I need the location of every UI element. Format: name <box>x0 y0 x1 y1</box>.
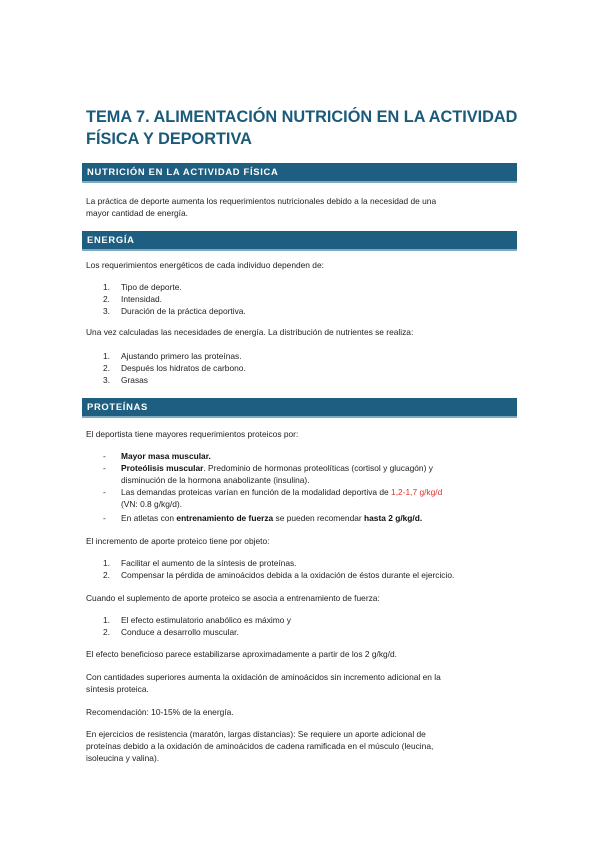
title-line-1: TEMA 7. ALIMENTACIÓN NUTRICIÓN EN LA ACTIVIDAD <box>86 108 518 126</box>
recommendation-paragraph: Recomendación: 10-15% de la energía. <box>86 707 234 717</box>
stabilize-paragraph: El efecto beneficioso parece estabilizarse aproximadamente a partir de los 2 g/kg/d. <box>86 649 397 659</box>
list-marker: 1. <box>103 351 110 361</box>
bullet-text <box>121 512 519 524</box>
list-marker: 2. <box>103 570 110 580</box>
list-text: Facilitar el aumento de la síntesis de proteínas. <box>121 558 297 568</box>
nutricion-paragraph-line: mayor cantidad de energía. <box>86 208 188 218</box>
list-marker: 3. <box>103 375 110 385</box>
nutricion-paragraph-line: La práctica de deporte aumenta los requerimientos nutricionales debido a la necesidad de una <box>86 196 437 206</box>
paragraph-line: Con cantidades superiores aumenta la oxidación de aminoácidos sin incremento adicional en la <box>86 672 441 682</box>
bullet-text <box>121 450 519 462</box>
superior-paragraph <box>86 671 518 695</box>
list-text: Después los hidratos de carbono. <box>121 363 246 373</box>
bold-text: Proteólisis muscular <box>121 463 204 473</box>
bullet-marker: - <box>103 513 106 523</box>
text-run: En atletas con <box>121 513 177 523</box>
title-line-2: FÍSICA Y DEPORTIVA <box>86 130 252 148</box>
highlighted-value: 1,2-1,7 g/kg/d <box>391 487 443 497</box>
list-marker: 3. <box>103 306 110 316</box>
distribution-intro: Una vez calculadas las necesidades de energía. La distribución de nutrientes se realiza: <box>86 327 414 337</box>
bold-text: Mayor masa muscular. <box>121 451 211 461</box>
list-text: El efecto estimulatorio anabólico es máximo y <box>121 615 291 625</box>
bold-text: hasta 2 g/kg/d. <box>364 513 423 523</box>
paragraph-line: isoleucina y valina). <box>86 753 160 763</box>
list-marker: 1. <box>103 558 110 568</box>
text-run: . Predominio de hormonas proteolíticas (cortisol y glucagón) y <box>203 463 433 473</box>
list-text: Duración de la práctica deportiva. <box>121 306 246 316</box>
list-text: Conduce a desarrollo muscular. <box>121 627 239 637</box>
section-heading-proteinas: PROTEÍNAS <box>82 398 517 418</box>
list-marker: 1. <box>103 282 110 292</box>
section-heading-nutricion: NUTRICIÓN EN LA ACTIVIDAD FÍSICA <box>82 163 517 183</box>
list-marker: 2. <box>103 363 110 373</box>
page-title <box>86 106 526 150</box>
list-text: Grasas <box>121 375 148 385</box>
paragraph-line: En ejercicios de resistencia (maratón, largas distancias): Se requiere un aporte adicional de <box>86 729 426 739</box>
text-run: Las demandas proteicas varían en función de la modalidad deportiva de <box>121 487 392 497</box>
paragraph-line: síntesis proteica. <box>86 684 149 694</box>
nutricion-paragraph <box>86 195 518 219</box>
bullet-text <box>121 486 519 510</box>
list-marker: 1. <box>103 615 110 625</box>
text-run: (VN: 0.8 g/kg/d). <box>121 499 182 509</box>
paragraph-line: proteínas debido a la oxidación de aminoácidos de cadena ramificada en el músculo (leucina, <box>86 741 434 751</box>
section-heading-energia: ENERGÍA <box>82 231 517 251</box>
list-text: Tipo de deporte. <box>121 282 182 292</box>
endurance-paragraph <box>86 728 518 764</box>
list-marker: 2. <box>103 294 110 304</box>
text-run: se pueden recomendar <box>273 513 365 523</box>
list-text: Ajustando primero las proteínas. <box>121 351 242 361</box>
proteinas-intro: El deportista tiene mayores requerimientos proteicos por: <box>86 429 299 439</box>
list-marker: 2. <box>103 627 110 637</box>
list-text: Intensidad. <box>121 294 162 304</box>
bold-text: entrenamiento de fuerza <box>176 513 274 523</box>
text-run: disminución de la hormona anabolizante (insulina). <box>121 475 310 485</box>
strength-intro: Cuando el suplemento de aporte proteico se asocia a entrenamiento de fuerza: <box>86 593 380 603</box>
bullet-text <box>121 462 519 486</box>
bullet-marker: - <box>103 463 106 473</box>
objective-intro: El incremento de aporte proteico tiene por objeto: <box>86 536 270 546</box>
energia-intro: Los requerimientos energéticos de cada individuo dependen de: <box>86 260 324 270</box>
list-text: Compensar la pérdida de aminoácidos debida a la oxidación de éstos durante el ejercicio. <box>121 570 455 580</box>
bullet-marker: - <box>103 451 106 461</box>
bullet-marker: - <box>103 487 106 497</box>
